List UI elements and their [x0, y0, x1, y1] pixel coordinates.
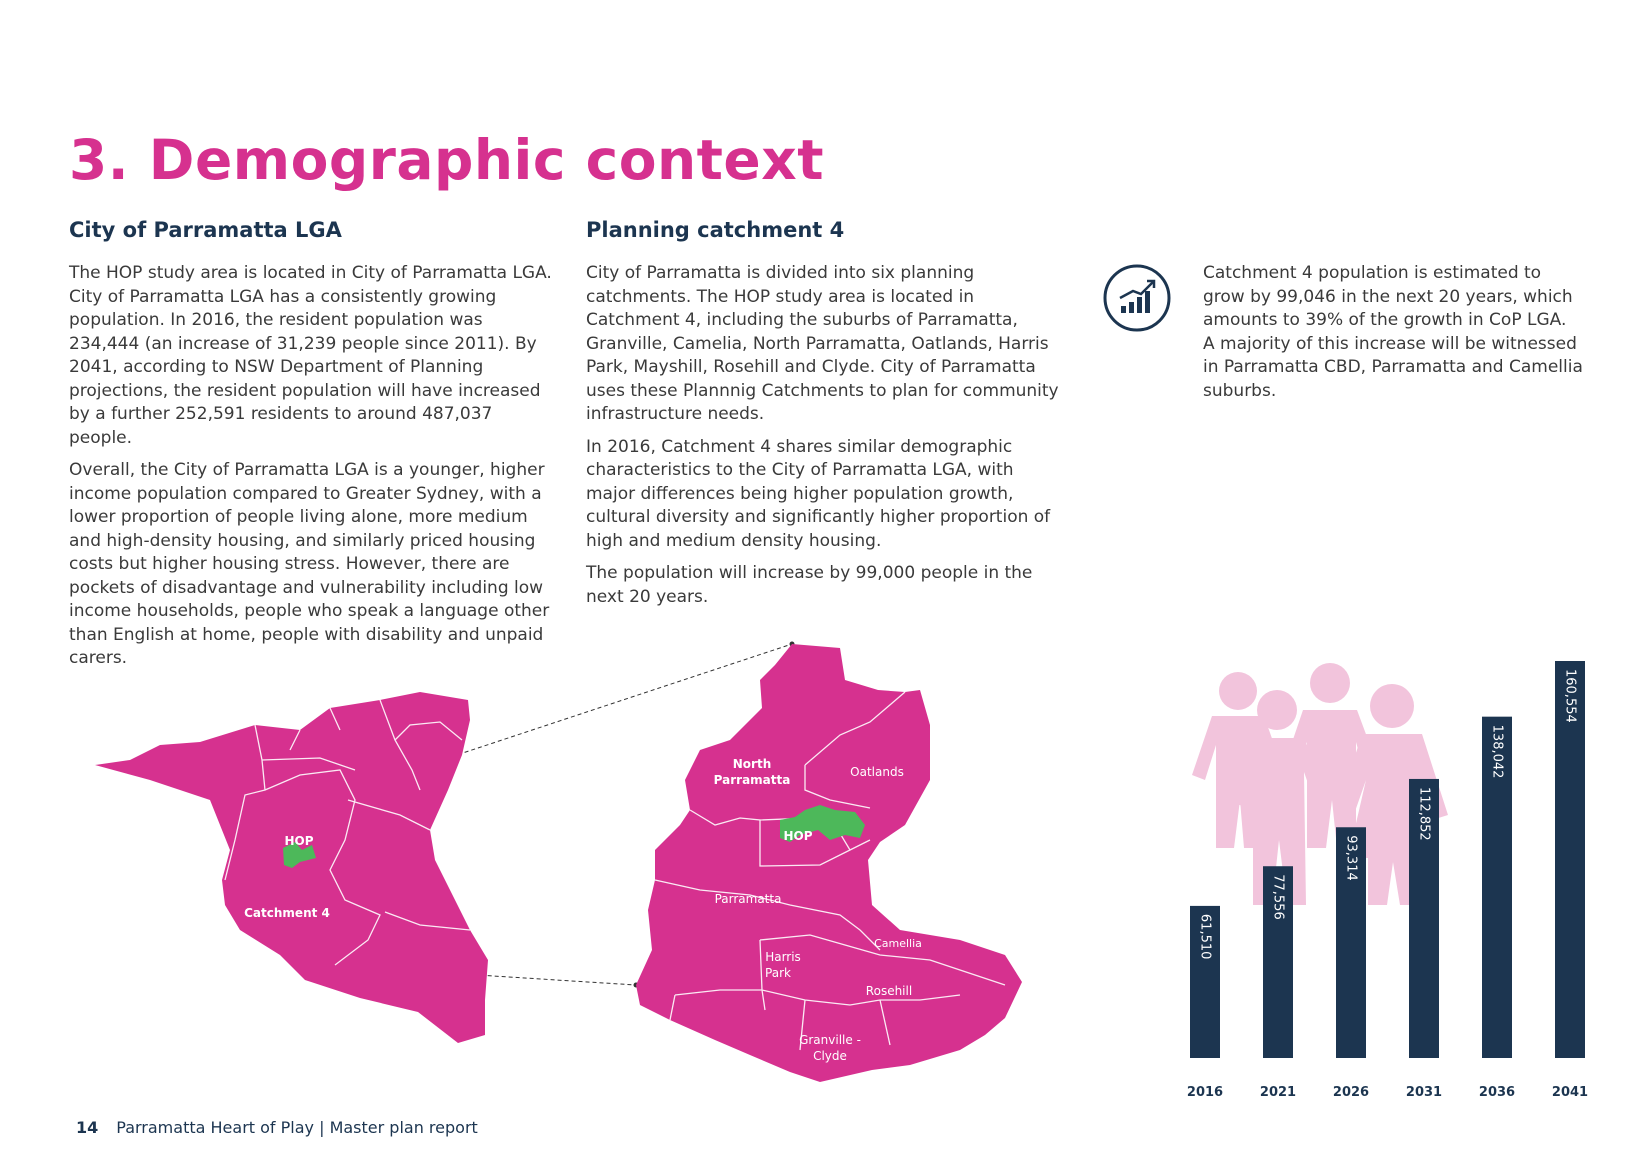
bar-value-label: 112,852 [1416, 786, 1432, 841]
bar-value-label: 61,510 [1197, 913, 1213, 960]
catchment-paragraph-3: The population will increase by 99,000 people in the next 20 years. [586, 563, 1033, 607]
lga-hop-label: HOP [284, 834, 314, 848]
label-hop: HOP [783, 829, 813, 843]
lga-heading: City of Parramatta LGA [69, 218, 342, 242]
label-oatlands: Oatlands [850, 765, 904, 779]
label-parramatta: Parramatta [714, 892, 782, 906]
x-tick-label: 2031 [1405, 1085, 1443, 1100]
catchment-4-map [636, 644, 1022, 1082]
x-tick-label: 2021 [1259, 1085, 1297, 1100]
page-footer [76, 1118, 478, 1137]
growth-paragraph: Catchment 4 population is estimated to grow by 99,046 in the next 20 years, which amounts to 39% of the growth in CoP LGA. A majority of this increase will be witnessed in Parramatta CBD, Parramatta and Camellia suburbs. [1203, 263, 1583, 401]
bar-value-label: 138,042 [1489, 724, 1505, 779]
lga-catchment-label: Catchment 4 [244, 906, 330, 920]
x-tick-label: 2016 [1186, 1085, 1224, 1100]
x-tick-label: 2036 [1478, 1085, 1516, 1100]
lga-map [95, 692, 488, 1043]
catchment-paragraph-2: In 2016, Catchment 4 shares similar demographic characteristics to the City of Parramatta LGA, with major differences being higher population growth, cultural diversity and significantly higher proportion of high and medium density housing. [586, 436, 1051, 551]
page-number: 14 [76, 1118, 99, 1137]
page-title: 3. Demographic context [69, 128, 825, 192]
x-tick-label: 2026 [1332, 1085, 1370, 1100]
label-granville-clyde-2: Clyde [813, 1049, 847, 1063]
catchment-paragraph-1: City of Parramatta is divided into six planning catchments. The HOP study area is located in Catchment 4, including the suburbs of Parramatta, Granville, Camelia, North Parramatta, Oatlands, Harris Park, Mayshill, Rosehill and Clyde. City of Parramatta uses these Plannnig Catchments to plan for community infrastructure needs. [586, 263, 1059, 424]
label-north-parramatta-2: Parramatta [713, 773, 791, 787]
label-granville-clyde: Granville - [799, 1033, 861, 1047]
bar-value-label: 93,314 [1343, 835, 1359, 881]
lga-paragraph-1: The HOP study area is located in City of Parramatta LGA. City of Parramatta LGA has a consistently growing population. In 2016, the resident population was 234,444 (an increase of 31,239 people since 2011). By 2041, according to NSW Department of Planning projections, the resident population will have increased by a further 252,591 residents to around 487,037 people. [69, 263, 552, 448]
catchment-heading: Planning catchment 4 [586, 218, 845, 242]
label-harris-park: Harris [765, 950, 801, 964]
label-camellia: Camellia [874, 937, 922, 950]
label-rosehill: Rosehill [865, 984, 913, 998]
label-harris-park-2: Park [765, 966, 791, 980]
lga-paragraph-2: Overall, the City of Parramatta LGA is a younger, higher income population compared to Greater Sydney, with a lower proportion of people living alone, more medium and high-density housing, and similarly priced housing costs but higher housing stress. However, there are pockets of disadvantage and vulnerability including low income households, people who speak a language other than English at home, people with disability and unpaid carers. [69, 460, 550, 668]
bar-value-label: 77,556 [1270, 874, 1286, 920]
footer-label: Parramatta Heart of Play | Master plan report [116, 1118, 478, 1137]
x-tick-label: 2041 [1551, 1085, 1589, 1100]
label-north-parramatta: North [732, 757, 772, 771]
bar-value-label: 160,554 [1562, 668, 1578, 723]
